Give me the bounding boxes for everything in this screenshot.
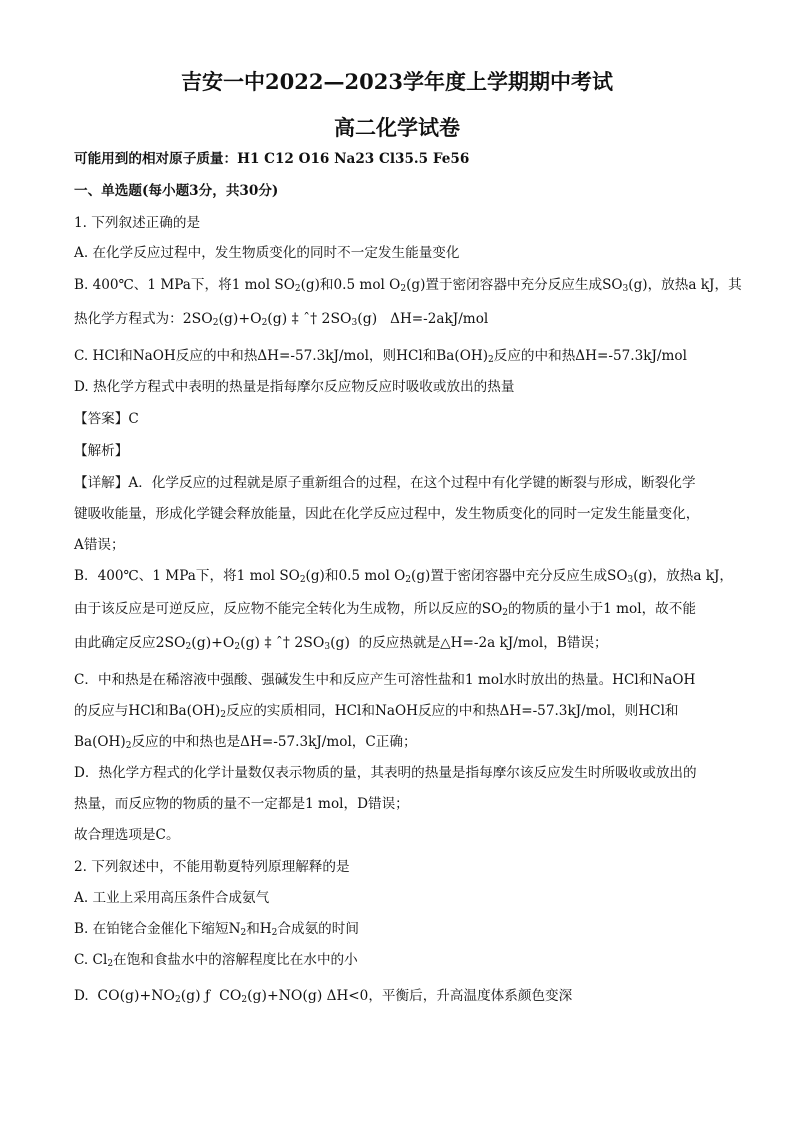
q1-detail-line: 的反应与HCl和$Ba(OH)_2$反应的实质相同，HCl和NaOH反应的中和热ΔH=-57.3kJ/mol，则HCl和	[74, 703, 679, 720]
q2-option-d: D. $CO(g)+NO_2(g)$ ƒ $CO_2(g)+NO(g)$ ΔH<0，平衡后，升高温度体系颜色变深	[74, 988, 573, 1005]
q1-detail-line: 由于该反应是可逆反应，反应物不能完全转化为生成物，所以反应的$SO_2$的物质的量小于1 mol，故不能	[74, 601, 696, 618]
section-heading: 一、单选题(每小题3分，共30分)	[74, 183, 279, 199]
q1-answer: 【答案】C	[74, 411, 139, 427]
q1-detail-line: B．400℃、1 MPa下，将1 mol $SO_2(g)$和0.5 mol $O_2(g)$置于密闭容器中充分反应生成$SO_3(g)$，放热a kJ，	[74, 568, 734, 585]
q1-detail-line: 热量，而反应物的物质的量不一定都是1 mol，D错误；	[74, 796, 409, 812]
q2-option-b: B. 在铂铑合金催化下缩短$N_2$和$H_2$合成氨的时间	[74, 921, 359, 938]
q1-option-d: D. 热化学方程式中表明的热量是指每摩尔反应物反应时吸收或放出的热量	[74, 379, 515, 395]
equilibrium-arrow-icon: ‡ ˆ†	[264, 635, 290, 651]
equation: $2SO_2(g)+O_2(g)$ ‡ ˆ† $2SO_3(g)$	[182, 311, 378, 328]
q1-analysis-label: 【解析】	[74, 443, 129, 459]
q1-option-b-line2: 热化学方程式为：$2SO_2(g)+O_2(g)$ ‡ ˆ† $2SO_3(g)$ ΔH=-2akJ/mol	[74, 311, 489, 328]
exam-title: 吉安一中2022—2023学年度上学期期中考试	[181, 69, 613, 94]
q1-stem: 1. 下列叙述正确的是	[74, 215, 201, 231]
q1-option-a: A. 在化学反应过程中，发生物质变化的同时不一定发生能量变化	[74, 245, 460, 261]
equilibrium-arrow-icon: ƒ	[205, 988, 211, 1004]
q2-option-a: A. 工业上采用高压条件合成氨气	[74, 890, 270, 906]
atomic-masses: 可能用到的相对原子质量：H1 C12 O16 Na23 Cl35.5 Fe56	[74, 151, 470, 167]
exam-subtitle: 高二化学试卷	[334, 115, 460, 140]
q1-option-c: C. HCl和NaOH反应的中和热ΔH=-57.3kJ/mol，则HCl和$Ba(OH)_2$反应的中和热ΔH=-57.3kJ/mol	[74, 348, 687, 365]
q1-conclusion: 故合理选项是C。	[74, 827, 180, 843]
q1-detail-line: 由此确定反应$2SO_2(g)+O_2(g)$ ‡ ˆ† $2SO_3(g)$ 的反应热就是△H=-2a kJ/mol，B错误；	[74, 635, 608, 652]
q1-detail-line: 键吸收能量，形成化学键会释放能量，因此在化学反应过程中，发生物质变化的同时一定发生能量变化，	[74, 506, 700, 522]
equation: $CO(g)+NO_2(g)$ ƒ $CO_2(g)+NO(g)$	[97, 988, 323, 1005]
q2-stem: 2. 下列叙述中，不能用勒夏特列原理解释的是	[74, 859, 350, 875]
q2-option-c: C. $Cl_2$在饱和食盐水中的溶解程度比在水中的小	[74, 952, 358, 969]
q1-detail-line: D．热化学方程式的化学计量数仅表示物质的量，其表明的热量是指每摩尔该反应发生时所吸收或放出的	[74, 765, 697, 781]
q1-detail-line: $Ba(OH)_2$反应的中和热也是ΔH=-57.3kJ/mol，C正确；	[74, 734, 417, 751]
q1-detail-line: A错误；	[74, 537, 125, 553]
equation: $2SO_2(g)+O_2(g)$ ‡ ˆ† $2SO_3(g)$	[155, 635, 350, 652]
q1-detail-line: 【详解】A．化学反应的过程就是原子重新组合的过程，在这个过程中有化学键的断裂与形成，断裂化学	[74, 475, 696, 491]
q1-detail-line: C．中和热是在稀溶液中强酸、强碱发生中和反应产生可溶性盐和1 mol水时放出的热量。HCl和NaOH	[74, 672, 696, 688]
q1-option-b-line1: B. 400℃、1 MPa下，将1 mol $SO_2(g)$和0.5 mol $O_2(g)$置于密闭容器中充分反应生成$SO_3(g)$，放热a kJ，其	[74, 277, 742, 294]
equilibrium-arrow-icon: ‡ ˆ†	[291, 311, 318, 327]
